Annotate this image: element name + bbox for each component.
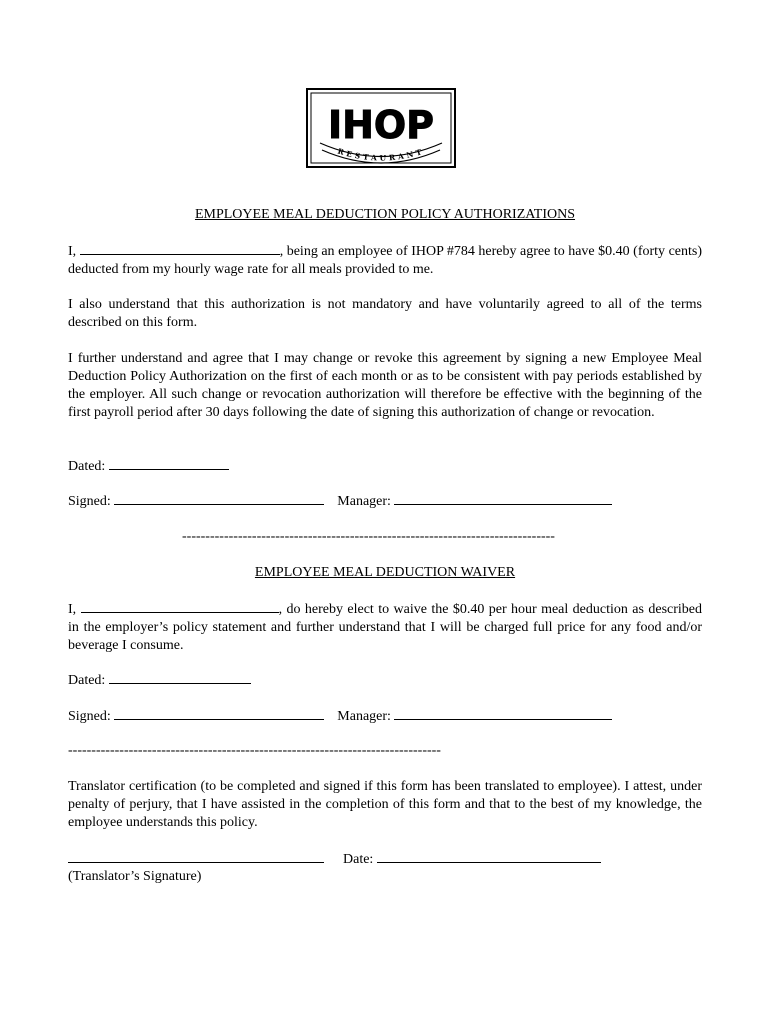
authorization-signature-row	[68, 492, 702, 511]
authorization-paragraph-1	[68, 242, 702, 279]
signed-label: Signed:	[68, 494, 111, 509]
waiver-signature-row	[68, 707, 702, 726]
employee-name-field[interactable]	[80, 242, 280, 255]
waiver-intro: I,	[68, 602, 77, 617]
dated-label: Dated:	[68, 459, 106, 474]
waiver-text: , do hereby elect to waive the $0.40 per hour meal deduction as described in the employer’s policy statement and further understand that I will be charged full price for any food and/or beverage I consume.	[68, 602, 703, 653]
authorization-signature-field[interactable]	[114, 492, 324, 505]
translator-certification: Translator certification (to be completed and signed if this form has been translated to employee). I attest, under penalty of perjury, that I have assisted in the completion of this form and that to the best of my knowledge, the employee understands this policy.	[68, 779, 702, 830]
svg-text:IHOP: IHOP	[327, 103, 435, 147]
waiver-employee-name-field[interactable]	[81, 600, 279, 613]
manager-label: Manager:	[337, 494, 391, 509]
waiver-signature-field[interactable]	[114, 707, 324, 720]
svg-text:RESTAURANT: RESTAURANT	[336, 146, 426, 163]
waiver-manager-field[interactable]	[394, 707, 612, 720]
authorization-intro: I,	[68, 244, 77, 259]
translator-signature-row	[68, 850, 702, 869]
authorization-paragraph-2: I also understand that this authorization is not mandatory and have voluntarily agreed to all of the terms described on this form.	[68, 297, 702, 330]
dated-label: Dated:	[68, 673, 106, 688]
authorization-manager-field[interactable]	[394, 492, 612, 505]
manager-label: Manager:	[337, 709, 391, 724]
separator-line: --------------------------------------------------------------------------------	[182, 529, 555, 544]
waiver-date-field[interactable]	[109, 671, 251, 684]
authorization-title: EMPLOYEE MEAL DEDUCTION POLICY AUTHORIZATIONS	[194, 207, 576, 222]
authorization-date-field[interactable]	[109, 457, 229, 470]
ihop-logo	[306, 88, 456, 168]
authorization-dated-row	[68, 457, 229, 476]
separator-line: --------------------------------------------------------------------------------	[68, 743, 441, 758]
waiver-title: EMPLOYEE MEAL DEDUCTION WAIVER	[254, 565, 516, 580]
date-label: Date:	[343, 852, 374, 867]
authorization-paragraph-3: I further understand and agree that I may change or revoke this agreement by signing a new Employee Meal Deduction Policy Authorization on the first of each month or as to be consistent with pay periods established by the employer. All such change or revocation authorization will therefore be effective with the beginning of the first payroll period after 30 days following the date of signing this authorization of change or revocation.	[68, 351, 702, 420]
waiver-dated-row	[68, 671, 251, 690]
authorization-agreement-text: , being an employee of IHOP #784 hereby agree to have $0.40 (forty cents) deducted from my hourly wage rate for all meals provided to me.	[68, 244, 702, 277]
translator-signature-caption: (Translator’s Signature)	[68, 869, 202, 884]
signed-label: Signed:	[68, 709, 111, 724]
waiver-paragraph	[68, 600, 702, 655]
translator-date-field[interactable]	[377, 850, 601, 863]
translator-signature-field[interactable]	[68, 850, 324, 863]
